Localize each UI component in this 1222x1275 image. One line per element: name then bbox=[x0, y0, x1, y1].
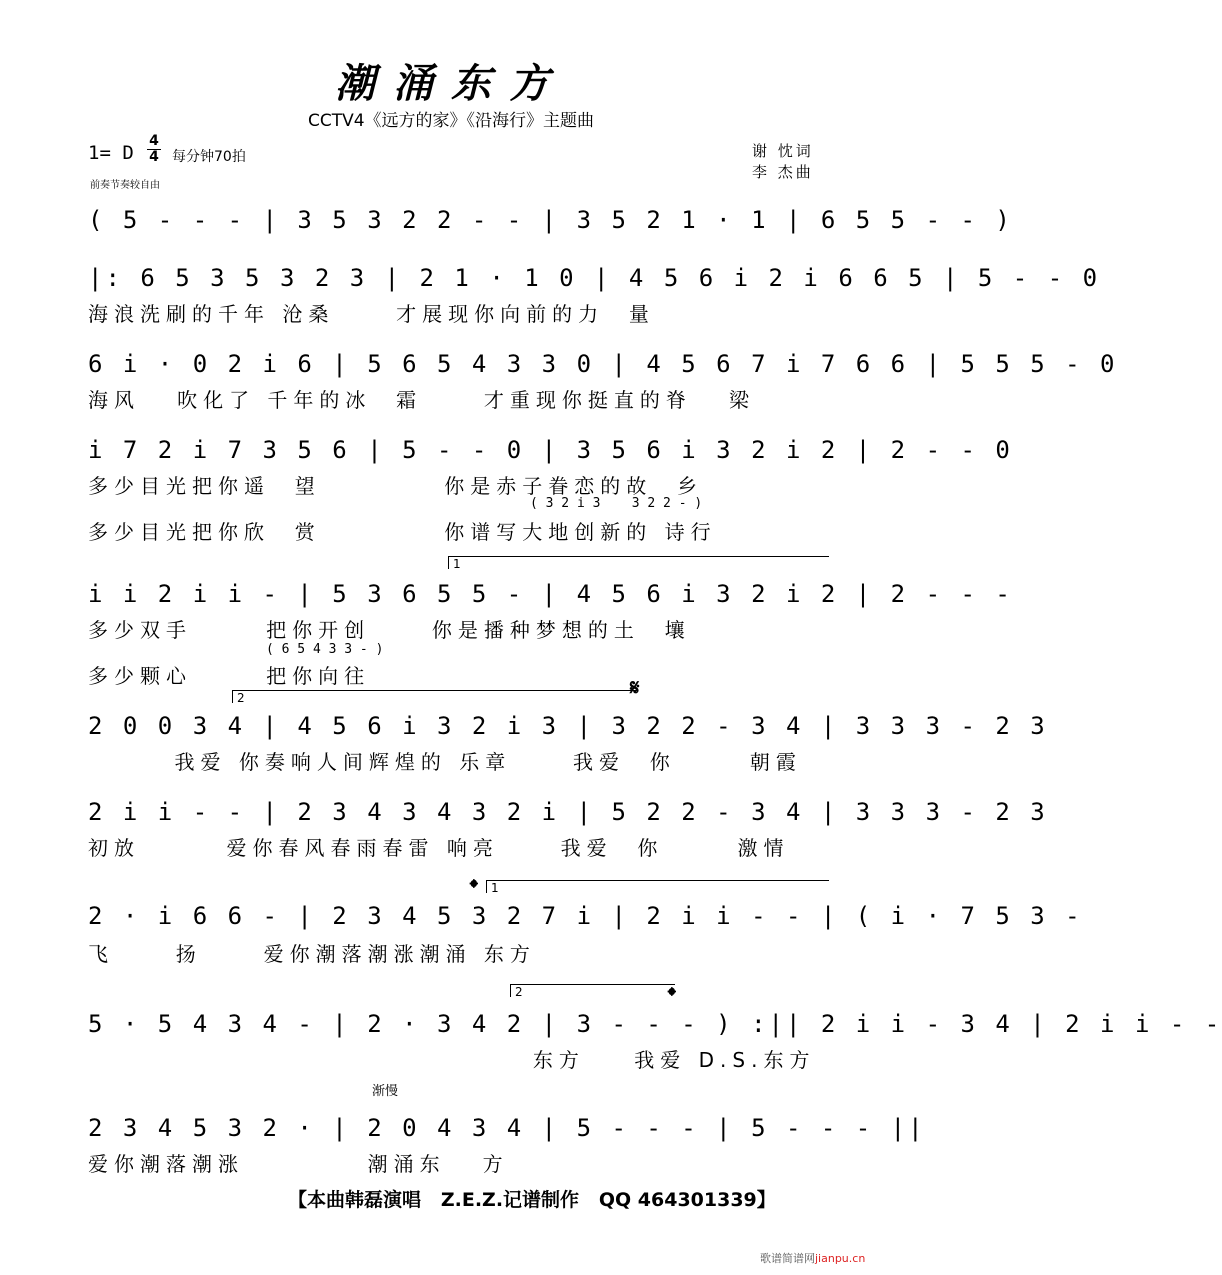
volta-number: 1 bbox=[453, 557, 461, 571]
notes: 2 · i 6 6 - | 2 3 4 5 3 2 7 i | 2 i i - - | ( i · 7 5 3 - bbox=[88, 902, 1083, 930]
footer-credit: 【本曲韩磊演唱 Z.E.Z.记谱制作 QQ 464301339】 bbox=[288, 1189, 776, 1211]
notes: 2 3 4 5 3 2 · | 2 0 4 3 4 | 5 - - - | 5 - - - || bbox=[88, 1114, 926, 1142]
notes: ( 5 - - - | 3 5 3 2 2 - - | 3 5 2 1 · 1 | 6 5 5 - - ) bbox=[88, 206, 1013, 234]
lyric-line: 海风 吹化了 千年的冰 霜 才重现你挺直的脊 梁 bbox=[88, 388, 756, 412]
lyric-line: 东方 我爱 D.S.东方 bbox=[88, 1048, 816, 1072]
alt-notes: ( 3 2 i 3 3 2 2 - ) bbox=[530, 496, 703, 511]
lyric-line: 初放 爱你春风春雨春雷 响亮 我爱 你 激情 bbox=[88, 836, 790, 860]
page-title: 潮涌东方 bbox=[335, 60, 567, 107]
volta-bracket bbox=[232, 690, 637, 703]
volta-bracket bbox=[448, 556, 829, 569]
page-subtitle: CCTV4《远方的家》《沿海行》主题曲 bbox=[307, 111, 595, 131]
time-signature bbox=[145, 134, 163, 165]
notes: 2 i i - - | 2 3 4 3 4 3 2 i | 5 2 2 - 3 4 | 3 3 3 - 2 3 bbox=[88, 798, 1048, 826]
volta-bracket bbox=[510, 984, 675, 997]
watermark-left: 歌谱简谱网 bbox=[760, 1252, 815, 1265]
notes: i 7 2 i 7 3 5 6 | 5 - - 0 | 3 5 6 i 3 2 i 2 | 2 - - 0 bbox=[88, 436, 1013, 464]
lyric-line: 多少双手 把你开创 你是播种梦想的土 壤 bbox=[88, 618, 691, 642]
notes: i i 2 i i - | 5 3 6 5 5 - | 4 5 6 i 3 2 i 2 | 2 - - - bbox=[88, 580, 1013, 608]
coda-icon: 𝄌 bbox=[668, 984, 676, 1009]
watermark-right: jianpu.cn bbox=[815, 1252, 866, 1265]
alt-notes: ( 6 5 4 3 3 - ) bbox=[266, 642, 384, 657]
tempo: 每分钟70拍 bbox=[172, 149, 246, 165]
lyric-line-2: 多少目光把你欣 赏 你谱写大地创新的 诗行 bbox=[88, 520, 717, 544]
composer: 李 杰曲 bbox=[752, 163, 814, 181]
tempo-mark: 渐慢 bbox=[372, 1084, 399, 1099]
notes: |: 6 5 3 5 3 2 3 | 2 1 · 1 0 | 4 5 6 i 2 i 6 6 5 | 5 - - 0 bbox=[88, 264, 1101, 292]
lyric-line: 海浪洗刷的千年 沧桑 才展现你向前的力 量 bbox=[88, 302, 655, 326]
watermark bbox=[760, 1250, 865, 1266]
lyric-line: 我爱 你奏响人间辉煌的 乐章 我爱 你 朝霞 bbox=[88, 750, 802, 774]
notes: 6 i · 0 2 i 6 | 5 6 5 4 3 3 0 | 4 5 6 7 i 7 6 6 | 5 5 5 - 0 bbox=[88, 350, 1118, 378]
volta-bracket bbox=[486, 880, 829, 893]
lyric-line: 爱你潮落潮涨 潮涌东 方 bbox=[88, 1152, 509, 1176]
key-signature: 1= D bbox=[88, 142, 134, 164]
lyric-line: 多少目光把你遥 望 你是赤子眷恋的故 乡 bbox=[88, 474, 704, 498]
coda-icon: 𝄌 bbox=[470, 876, 478, 901]
notes: 2 0 0 3 4 | 4 5 6 i 3 2 i 3 | 3 2 2 - 3 4 | 3 3 3 - 2 3 bbox=[88, 712, 1048, 740]
lyric-line-2: 多少颗心 把你向往 bbox=[88, 664, 371, 688]
time-signature-bottom: 4 bbox=[149, 149, 159, 165]
credits bbox=[752, 141, 814, 183]
volta-number: 1 bbox=[491, 881, 499, 895]
prelude-note: 前奏节奏较自由 bbox=[90, 180, 160, 191]
volta-number: 2 bbox=[237, 691, 245, 705]
lyricist: 谢 忱词 bbox=[752, 142, 814, 160]
score-row-1 bbox=[88, 206, 1013, 266]
volta-number: 2 bbox=[515, 985, 523, 999]
notes: 5 · 5 4 3 4 - | 2 · 3 4 2 | 3 - - - ) :|| 2 i i - 3 4 | 2 i i - - bbox=[88, 1010, 1222, 1038]
lyric-line: 飞 扬 爱你潮落潮涨潮涌 东方 bbox=[88, 942, 536, 966]
segno-icon: 𝄋 bbox=[630, 676, 640, 701]
time-signature-top: 4 bbox=[149, 133, 159, 149]
